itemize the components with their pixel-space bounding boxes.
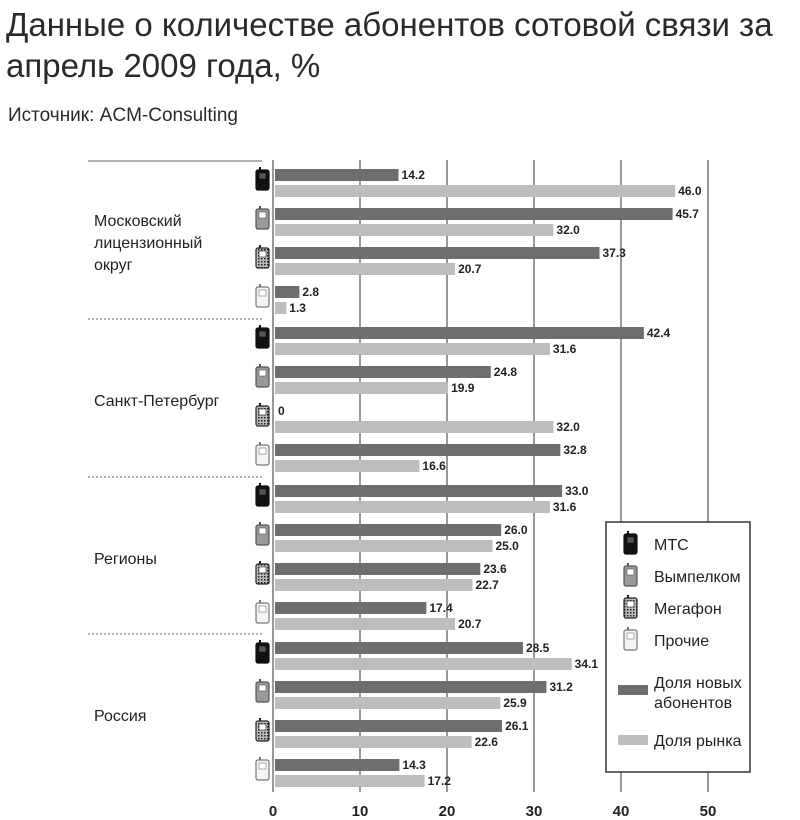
region-label: Санкт-Петербург [94,393,220,410]
phone-white-icon [256,600,269,623]
value-label-market: 46.0 [678,184,702,198]
value-label-new: 14.2 [401,168,425,182]
phone-black-icon [624,531,637,554]
phone-black-icon [256,325,269,348]
phone-patterned-icon [256,561,269,584]
value-label-market: 20.7 [458,262,482,276]
bar-market-share [275,501,550,513]
value-label-new: 33.0 [565,484,589,498]
bar-market-share [275,697,500,709]
value-label-market: 17.2 [427,774,451,788]
bar-new-subscribers [275,327,644,339]
bar-new-subscribers [275,485,562,497]
phone-grey-icon [256,522,269,545]
phone-grey-icon [256,206,269,229]
phone-grey-icon [624,563,637,586]
x-tick-label: 20 [438,803,456,820]
legend-label-new: Доля новых [654,675,742,692]
region-label: округ [94,257,133,274]
value-label-new: 28.5 [525,641,550,655]
value-label-market: 32.0 [556,223,580,237]
legend-label-market: Доля рынка [654,733,742,750]
legend-label-megafon: Мегафон [654,601,722,618]
legend-swatch-new [618,685,648,695]
phone-black-icon [256,640,269,663]
bar-market-share [275,343,550,355]
value-label-new: 45.7 [675,207,699,221]
value-label-new: 32.8 [563,443,587,457]
region-label: лицензионный [94,235,203,252]
bar-new-subscribers [275,720,502,732]
phone-patterned-icon [256,245,269,268]
region-label: Московский [94,213,182,230]
phone-patterned-icon [256,403,269,426]
legend-label-new: абонентов [654,695,733,712]
value-label-new: 37.3 [602,246,626,260]
bar-new-subscribers [275,681,546,693]
bar-new-subscribers [275,524,501,536]
x-tick-label: 10 [351,803,369,820]
bar-market-share [275,618,455,630]
bar-market-share [275,185,675,197]
value-label-market: 32.0 [556,420,580,434]
bar-market-share [275,540,493,552]
value-label-market: 1.3 [289,301,306,315]
phone-patterned-icon [256,718,269,741]
value-label-market: 16.6 [422,459,446,473]
phone-patterned-icon [624,595,637,618]
value-label-market: 22.7 [475,578,499,592]
bar-market-share [275,224,553,236]
phone-white-icon [256,284,269,307]
chart-source: Источник: ACM-Consulting [8,105,238,126]
value-label-market: 31.6 [552,342,577,356]
phone-white-icon [624,627,637,650]
value-label-new: 26.1 [505,719,529,733]
phone-grey-icon [256,364,269,387]
value-label-market: 25.9 [503,696,527,710]
x-tick-label: 30 [525,803,543,820]
phone-grey-icon [256,679,269,702]
value-label-new: 26.0 [504,523,528,537]
bar-market-share [275,460,419,472]
bar-market-share [275,263,455,275]
value-label-new: 0 [278,404,285,418]
phone-black-icon [256,167,269,190]
value-label-market: 31.6 [552,500,577,514]
value-label-market: 19.9 [451,381,475,395]
bar-market-share [275,382,448,394]
bar-market-share [275,736,472,748]
value-label-new: 31.2 [549,680,573,694]
value-label-new: 23.6 [483,562,507,576]
x-tick-label: 0 [268,803,278,820]
bar-new-subscribers [275,366,491,378]
legend-label-other: Прочие [654,633,710,650]
region-label: Россия [94,708,147,725]
phone-black-icon [256,483,269,506]
bar-market-share [275,775,425,787]
bar-new-subscribers [275,247,600,259]
bar-new-subscribers [275,759,399,771]
bar-market-share [275,302,286,314]
bar-new-subscribers [275,208,673,220]
value-label-market: 20.7 [458,617,482,631]
legend-label-mts: МТС [654,537,689,554]
bar-new-subscribers [275,602,426,614]
phone-white-icon [256,442,269,465]
value-label-market: 25.0 [495,539,519,553]
legend-swatch-market [618,735,648,745]
bar-new-subscribers [275,642,523,654]
legend-label-beeline: Вымпелком [654,569,741,586]
value-label-new: 42.4 [646,326,671,340]
bar-new-subscribers [275,563,480,575]
bar-new-subscribers [275,286,299,298]
bar-market-share [275,658,572,670]
value-label-new: 14.3 [402,758,426,772]
x-tick-label: 40 [612,803,630,820]
x-tick-label: 50 [699,803,717,820]
bar-new-subscribers [275,444,560,456]
value-label-new: 24.8 [493,365,518,379]
value-label-new: 17.4 [429,601,453,615]
phone-white-icon [256,757,269,780]
value-label-new: 2.8 [302,285,320,299]
value-label-market: 34.1 [574,657,599,671]
bar-new-subscribers [275,169,399,181]
value-label-market: 22.6 [474,735,498,749]
bar-market-share [275,421,553,433]
bar-market-share [275,579,472,591]
chart-title: Данные о количестве абонентов сотовой связи за апрель 2009 года, % [6,6,773,84]
region-label: Регионы [94,551,157,568]
